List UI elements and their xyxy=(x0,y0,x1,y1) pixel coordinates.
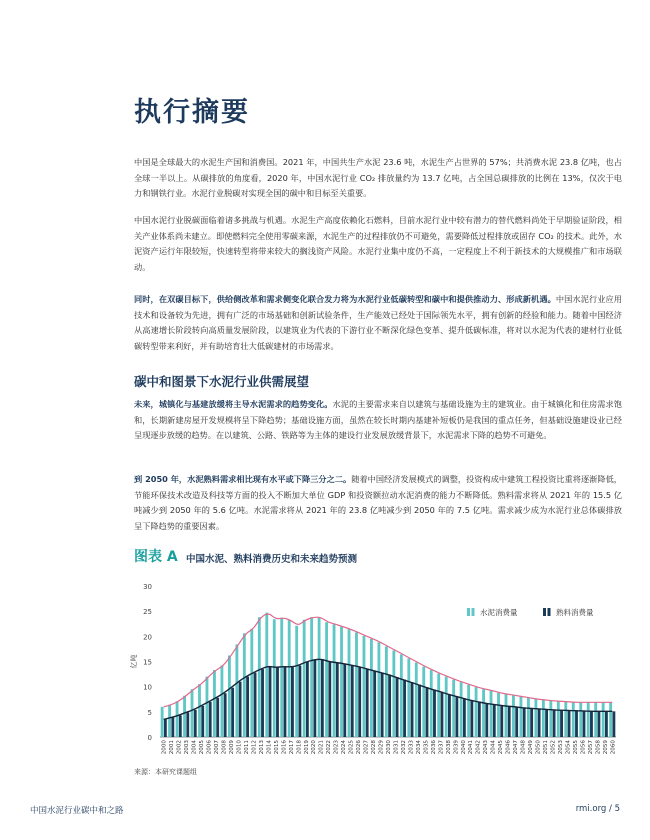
x-tick-label: 2056 xyxy=(580,740,587,755)
y-tick-label: 25 xyxy=(143,608,152,617)
bar-clinker-2044 xyxy=(493,704,496,737)
bar-cement-2036 xyxy=(430,670,433,737)
bar-clinker-2013 xyxy=(261,669,264,737)
x-tick-label: 2058 xyxy=(595,740,602,755)
bar-clinker-2052 xyxy=(553,710,556,737)
bar-clinker-2047 xyxy=(515,707,518,737)
x-tick-label: 2032 xyxy=(400,740,407,755)
bar-cement-2041 xyxy=(467,685,470,737)
x-tick-label: 2043 xyxy=(483,740,490,755)
paragraph-4-body: 水泥的主要需求来自以建筑与基础设施为主的建筑业。由于城镇化和住房需求饱和，长期新建房屋开发规模将呈下降趋势；基础设施方面，虽然在较长时期内基建补短板仍是我国的重点任务，但基础设施建设业已经呈现逐步放缓的趋势。在以建筑、公路、铁路等为主体的建设行业发展放缓背景下，水泥需求下降的趋势不可避免。 xyxy=(134,399,622,441)
bar-clinker-2034 xyxy=(418,685,421,737)
paragraph-3 xyxy=(134,292,622,354)
bar-cement-2045 xyxy=(497,693,500,737)
figure-source: 来源：本研究课题组 xyxy=(134,768,197,776)
bar-clinker-2055 xyxy=(575,711,578,737)
x-tick-label: 2023 xyxy=(333,740,340,755)
figure-title: 中国水泥、熟料消费历史和未来趋势预测 xyxy=(186,554,358,565)
x-tick-label: 2051 xyxy=(542,740,549,755)
bar-clinker-2030 xyxy=(388,675,391,737)
bar-clinker-2017 xyxy=(291,667,294,737)
x-tick-label: 2044 xyxy=(490,740,497,755)
bar-clinker-2007 xyxy=(216,698,219,737)
bar-clinker-2008 xyxy=(224,693,227,737)
bar-cement-2044 xyxy=(490,691,493,737)
paragraph-3-body: 中国水泥行业应用技术和设备较为先进，拥有广泛的市场基础和创新试验条件，生产能效已经处于国际领先水平，拥有创新的经验和能力。随着中国经济从高速增长阶段转向高质量发展阶段，以建筑业为代表的下游行业不断深化绿色变革、提升低碳标准，将对以水泥为代表的建材行业低碳转型带来利好，并有助培育壮大低碳建材的市场需求。 xyxy=(134,294,622,351)
x-tick-label: 2014 xyxy=(266,740,273,755)
bar-clinker-2036 xyxy=(433,690,436,737)
bar-clinker-2002 xyxy=(179,715,182,737)
x-tick-label: 2031 xyxy=(393,740,400,755)
bar-cement-2060 xyxy=(609,702,612,737)
bar-clinker-2042 xyxy=(478,702,481,737)
x-tick-label: 2026 xyxy=(356,740,363,755)
bar-cement-2046 xyxy=(505,694,508,737)
bar-clinker-2018 xyxy=(298,666,301,737)
x-tick-label: 2029 xyxy=(378,740,385,755)
bar-cement-2014 xyxy=(265,613,268,737)
bar-clinker-2058 xyxy=(598,711,601,737)
figure-label: 图表 A xyxy=(134,549,178,565)
bar-cement-2008 xyxy=(221,666,224,737)
x-tick-label: 2001 xyxy=(169,740,176,755)
bar-cement-2056 xyxy=(579,702,582,737)
x-tick-label: 2018 xyxy=(296,740,303,755)
bar-cement-2019 xyxy=(303,620,306,737)
bar-clinker-2031 xyxy=(396,677,399,737)
bar-clinker-2021 xyxy=(321,659,324,737)
bar-clinker-2038 xyxy=(448,694,451,737)
bar-cement-2043 xyxy=(482,689,485,737)
x-tick-label: 2019 xyxy=(303,740,310,755)
x-tick-label: 2008 xyxy=(221,740,228,755)
bar-clinker-2026 xyxy=(358,667,361,737)
x-tick-label: 2046 xyxy=(505,740,512,755)
bar-clinker-2050 xyxy=(538,709,541,737)
x-tick-label: 2053 xyxy=(557,740,564,755)
x-tick-label: 2000 xyxy=(161,740,168,755)
bar-cement-2007 xyxy=(213,670,216,737)
line-cement-trend xyxy=(164,614,613,707)
x-tick-label: 2013 xyxy=(258,740,265,755)
bar-clinker-2000 xyxy=(164,719,167,737)
bar-cement-2032 xyxy=(400,654,403,737)
paragraph-1 xyxy=(134,155,622,202)
bar-clinker-2003 xyxy=(186,712,189,737)
y-tick-label: 15 xyxy=(143,658,152,667)
bar-cement-2039 xyxy=(452,680,455,737)
x-tick-label: 2037 xyxy=(438,740,445,755)
bar-cement-2013 xyxy=(258,617,261,737)
legend-swatch-cement xyxy=(467,608,470,616)
bar-cement-2048 xyxy=(520,697,523,737)
bar-clinker-2045 xyxy=(500,705,503,737)
bar-cement-2034 xyxy=(415,663,418,737)
bar-cement-2059 xyxy=(602,702,605,737)
paragraph-4-lead: 未来，城镇化与基建放缓将主导水泥需求的趋势变化。 xyxy=(134,399,333,409)
y-tick-label: 20 xyxy=(143,633,152,642)
bar-clinker-2001 xyxy=(171,717,174,737)
bar-clinker-2005 xyxy=(201,706,204,737)
x-tick-label: 2021 xyxy=(318,740,325,755)
bar-clinker-2024 xyxy=(343,664,346,737)
bar-clinker-2040 xyxy=(463,698,466,737)
bar-clinker-2053 xyxy=(560,710,563,737)
bar-cement-2054 xyxy=(564,702,567,737)
paragraph-2-body: 中国水泥行业脱碳面临着诸多挑战与机遇。水泥生产高度依赖化石燃料，目前水泥行业中较有潜力的替代燃料尚处于早期验证阶段，相关产业体系尚未建立。即使燃料完全使用零碳来源，水泥生产的过程排放仍不可避免，需要降低过程排放或固存 CO₂ 的技术。此外，水泥资产运行年限较短，快速转型将带来较大的搁浅资产风险。水泥行业集中度仍不高，一定程度上不利于新技术的大规模推广和市场联动。 xyxy=(134,215,622,272)
bar-cement-2053 xyxy=(557,701,560,737)
x-tick-label: 2034 xyxy=(415,740,422,755)
y-tick-label: 30 xyxy=(143,583,152,591)
legend-label-clinker: 熟料消费量 xyxy=(556,608,594,617)
bar-cement-2015 xyxy=(273,619,276,737)
bar-clinker-2033 xyxy=(411,682,414,737)
x-tick-label: 2048 xyxy=(520,740,527,755)
bar-clinker-2029 xyxy=(381,673,384,737)
bar-cement-2017 xyxy=(288,620,291,737)
bar-clinker-2014 xyxy=(269,666,272,737)
bar-cement-2016 xyxy=(280,618,283,737)
x-tick-label: 2057 xyxy=(587,740,594,755)
bar-cement-2012 xyxy=(250,629,253,737)
legend-swatch-clinker-b xyxy=(548,608,551,616)
y-axis-label: 亿吨 xyxy=(130,654,138,669)
bar-clinker-2012 xyxy=(254,673,257,737)
x-tick-label: 2017 xyxy=(288,740,295,755)
x-tick-label: 2040 xyxy=(460,740,467,755)
x-tick-label: 2007 xyxy=(214,740,221,755)
paragraph-5-lead: 到 2050 年，水泥熟料需求相比现有水平或下降三分之二。 xyxy=(134,474,352,484)
x-tick-label: 2050 xyxy=(535,740,542,755)
bar-cement-2042 xyxy=(475,687,478,737)
bar-clinker-2004 xyxy=(194,710,197,737)
legend-label-cement: 水泥消费量 xyxy=(480,608,518,617)
bar-clinker-2028 xyxy=(373,671,376,737)
x-tick-label: 2036 xyxy=(430,740,437,755)
x-tick-label: 2047 xyxy=(513,740,520,755)
bar-clinker-2046 xyxy=(508,706,511,737)
bar-clinker-2056 xyxy=(583,711,586,737)
bar-cement-2009 xyxy=(228,655,231,737)
x-tick-label: 2035 xyxy=(423,740,430,755)
bar-cement-2010 xyxy=(235,644,238,737)
x-tick-label: 2004 xyxy=(191,740,198,755)
legend-swatch-cement-b xyxy=(472,608,475,616)
bar-cement-2031 xyxy=(392,650,395,737)
bar-clinker-2019 xyxy=(306,662,309,737)
bar-cement-2020 xyxy=(310,617,313,737)
bar-cement-2037 xyxy=(437,674,440,737)
bar-cement-2005 xyxy=(198,684,201,737)
bar-cement-2050 xyxy=(534,699,537,737)
bar-cement-2021 xyxy=(318,617,321,737)
x-tick-label: 2042 xyxy=(475,740,482,755)
bar-cement-2049 xyxy=(527,698,530,737)
bar-clinker-2032 xyxy=(403,680,406,737)
y-tick-label: 0 xyxy=(147,734,152,742)
bar-clinker-2043 xyxy=(485,703,488,737)
bar-clinker-2025 xyxy=(351,665,354,737)
bar-clinker-2022 xyxy=(328,662,331,738)
bar-clinker-2060 xyxy=(612,711,615,737)
x-tick-label: 2022 xyxy=(326,740,333,755)
bar-cement-2023 xyxy=(333,624,336,737)
bar-cement-2027 xyxy=(363,636,366,737)
bar-cement-2035 xyxy=(422,667,425,737)
paragraph-5-body: 随着中国经济发展模式的调整，投资构成中建筑工程投资比重将逐渐降低，节能环保技术改造及科技等方面的投入不断加大单位 GDP 和投资额拉动水泥消费的能力不断降低。熟料需求将从 2021 年的 15.5 亿吨减少到 2050 年的 5.6 亿吨。水泥需求将从 2021 年的 23.8 亿吨减少到 2050 年的 7.5 亿吨。需求减少成为水泥行业总体碳排放呈下降趋势的重要因素。 xyxy=(134,474,622,531)
line-clinker-trend xyxy=(164,659,613,719)
bar-clinker-2020 xyxy=(313,660,316,737)
footer-page-info: rmi.org / 5 xyxy=(575,804,620,814)
x-tick-label: 2016 xyxy=(281,740,288,755)
x-tick-label: 2030 xyxy=(386,740,392,755)
bar-cement-2058 xyxy=(594,702,597,737)
y-tick-label: 10 xyxy=(143,683,152,692)
x-tick-label: 2028 xyxy=(371,740,378,755)
x-tick-label: 2002 xyxy=(176,740,183,755)
bar-clinker-2041 xyxy=(470,700,473,737)
bar-clinker-2057 xyxy=(590,711,593,737)
bar-cement-2026 xyxy=(355,632,358,737)
y-tick-label: 5 xyxy=(147,708,152,717)
x-tick-label: 2020 xyxy=(311,740,318,755)
x-tick-label: 2005 xyxy=(199,740,206,755)
bar-clinker-2027 xyxy=(366,669,369,737)
bar-cement-2001 xyxy=(168,705,171,737)
x-tick-label: 2038 xyxy=(445,740,452,755)
x-tick-label: 2045 xyxy=(498,740,505,755)
bar-cement-2004 xyxy=(191,689,194,737)
cement-clinker-chart xyxy=(120,574,630,764)
bar-cement-2025 xyxy=(348,629,351,737)
bar-clinker-2039 xyxy=(455,696,458,737)
legend-swatch-clinker xyxy=(543,608,546,616)
bar-cement-2052 xyxy=(549,701,552,737)
x-tick-label: 2015 xyxy=(273,740,280,755)
bar-cement-2002 xyxy=(176,701,179,737)
paragraph-1-body: 中国是全球最大的水泥生产国和消费国。2021 年，中国共生产水泥 23.6 吨，水泥生产占世界的 57%；共消费水泥 23.8 亿吨，也占全球一半以上。从碳排放的角度看，2020 年，中国水泥行业 CO₂ 排放量约为 13.7 亿吨，占全国总碳排放的比例在 13%，仅次于电力和钢铁行业。水泥行业脱碳对实现全国的碳中和目标至关重要。 xyxy=(134,157,622,199)
bar-clinker-2037 xyxy=(441,692,444,737)
x-tick-label: 2049 xyxy=(528,740,535,755)
bar-cement-2040 xyxy=(460,682,463,737)
bar-clinker-2015 xyxy=(276,668,279,737)
x-tick-label: 2059 xyxy=(602,740,609,755)
x-tick-label: 2012 xyxy=(251,740,258,755)
bar-clinker-2035 xyxy=(426,687,429,737)
bar-clinker-2011 xyxy=(246,677,249,737)
bar-clinker-2023 xyxy=(336,663,339,737)
bar-cement-2057 xyxy=(587,702,590,737)
x-tick-label: 2027 xyxy=(363,740,370,755)
bar-cement-2055 xyxy=(572,702,575,737)
bar-cement-2038 xyxy=(445,677,448,737)
x-tick-label: 2025 xyxy=(348,740,355,755)
x-tick-label: 2060 xyxy=(610,740,617,755)
bar-clinker-2016 xyxy=(284,667,287,737)
page-title: 执行摘要 xyxy=(134,97,250,128)
bar-cement-2011 xyxy=(243,633,246,737)
x-tick-label: 2011 xyxy=(243,740,250,755)
x-tick-label: 2052 xyxy=(550,740,557,755)
bar-cement-2024 xyxy=(340,627,343,737)
x-tick-label: 2039 xyxy=(453,740,460,755)
bar-cement-2018 xyxy=(295,626,298,737)
bar-cement-2000 xyxy=(161,707,164,737)
bar-clinker-2051 xyxy=(545,709,548,737)
x-tick-label: 2033 xyxy=(408,740,415,755)
bar-clinker-2054 xyxy=(568,710,571,737)
bar-cement-2051 xyxy=(542,700,545,737)
bar-clinker-2049 xyxy=(530,708,533,737)
paragraph-3-lead: 同时，在双碳目标下，供给侧改革和需求侧变化联合发力将为水泥行业低碳转型和碳中和提供推动力、形成新机遇。 xyxy=(134,294,556,304)
paragraph-5 xyxy=(134,472,622,534)
bar-clinker-2048 xyxy=(523,708,526,737)
bar-cement-2030 xyxy=(385,646,388,737)
section-heading: 碳中和图景下水泥行业供需展望 xyxy=(134,374,310,389)
paragraph-2 xyxy=(134,213,622,275)
x-tick-label: 2003 xyxy=(184,740,191,755)
footer-report-title: 中国水泥行业碳中和之路 xyxy=(30,806,124,816)
bar-clinker-2010 xyxy=(239,682,242,737)
x-tick-label: 2009 xyxy=(229,740,236,755)
bar-cement-2006 xyxy=(206,677,209,737)
bar-cement-2003 xyxy=(183,696,186,737)
paragraph-4 xyxy=(134,397,622,444)
x-tick-label: 2041 xyxy=(468,740,475,755)
bar-clinker-2006 xyxy=(209,702,212,737)
bar-cement-2022 xyxy=(325,622,328,737)
x-tick-label: 2024 xyxy=(341,740,348,755)
x-tick-label: 2054 xyxy=(565,740,572,755)
bar-cement-2047 xyxy=(512,695,515,737)
x-tick-label: 2010 xyxy=(236,740,243,755)
x-tick-label: 2055 xyxy=(572,740,579,755)
bar-clinker-2059 xyxy=(605,711,608,737)
bar-clinker-2009 xyxy=(231,688,234,737)
bar-cement-2028 xyxy=(370,639,373,737)
bar-cement-2029 xyxy=(377,642,380,737)
x-tick-label: 2006 xyxy=(206,740,213,755)
bar-cement-2033 xyxy=(407,658,410,737)
